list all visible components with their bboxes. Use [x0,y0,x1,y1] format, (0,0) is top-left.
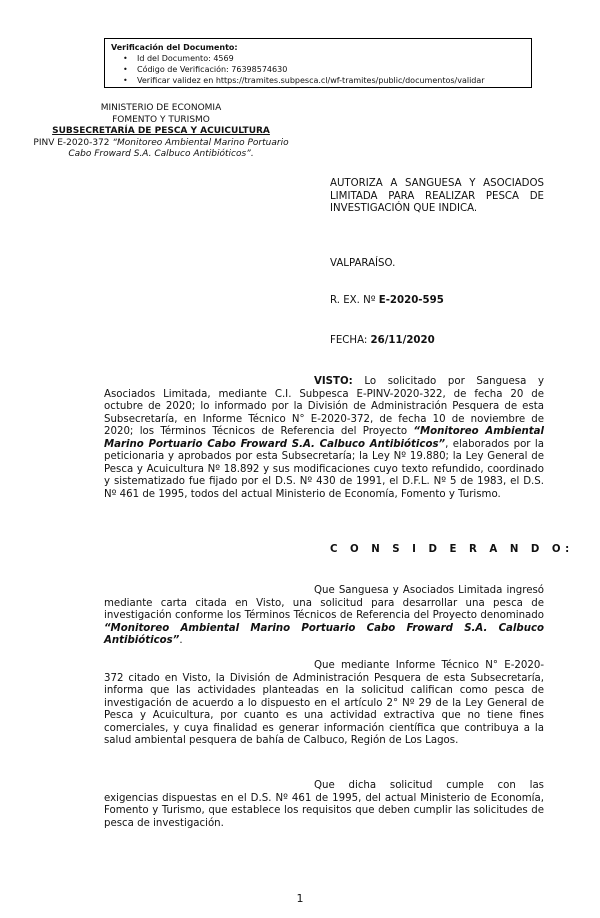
verification-box [104,38,532,88]
considerando-1-end: . [179,635,183,646]
ministry-line2: FOMENTO Y TURISMO [112,114,210,125]
considerando-3-text: Que dicha solicitud cumple con las exigencias dispuestas en el D.S. Nº 461 de 1995, del actual Ministerio de Economía, Fomento y Turismo, que establece los requisitos que deben cumplir las solicitudes de pesca de investigación. [104,780,544,829]
verification-url[interactable]: • Verificar validez en https://tramites.subpesca.cl/wf-tramites/public/documentos/validar [137,75,525,86]
rex-value: E-2020-595 [378,295,444,306]
considerando-paragraph-2 [104,660,544,748]
visto-project: “Monitoreo Ambiental Marino Portuario Cabo Froward S.A. Calbuco Antibióticos” [104,426,544,450]
date-label: FECHA: [330,335,371,346]
ministry-header [30,103,292,161]
considerando-heading: C O N S I D E R A N D O: [330,544,574,555]
visto-paragraph [104,376,544,501]
ministry-line1: MINISTERIO DE ECONOMIA [100,103,222,113]
rex-label: R. EX. Nº [330,295,379,306]
page-number: 1 [296,892,304,905]
verification-title: Verificación del Documento: [111,43,238,52]
considerando-paragraph-3 [104,780,544,830]
visto-text-2: , elaborados por la peticionaria y aprobados por esta Subsecretaría; la Ley Nº 19.880; la Ley General de Pesca y Acuicultura Nº 18.892 y sus modificaciones cuyo texto refundido, coordinado y sistematizado fue fijado por el D.S. Nº 430 de 1991, el D.F.L. Nº 5 de 1983, el D.S. Nº 461 de 1995, todos del actual Ministerio de Economía, Fomento y Turismo. [104,438,544,500]
sumilla: AUTORIZA A SANGUESA Y ASOCIADOS LIMITADA PARA REALIZAR PESCA DE INVESTIGACIÓN QUE INDICA. [330,178,544,214]
considerando-1-project: “Monitoreo Ambiental Marino Portuario Cabo Froward S.A. Calbuco Antibióticos” [104,622,544,646]
resolution-date [330,335,435,346]
considerando-2-text: Que mediante Informe Técnico N° E-2020-372 citado en Visto, la División de Administración Pesquera de esta Subsecretaría, informa que las actividades planteadas en la solicitud califican como pesca de investigación de acuerdo a lo dispuesto en el artículo 2° Nº 29 de la Ley General de Pesca y Acuicultura, por cuanto es una actividad extractiva que no tiene fines comerciales, y cuya finalidad es generar información científica que contribuya a la salud ambiental pesquera de bahía de Calbuco, Región de Los Lagos. [104,660,544,746]
considerando-1-text: Que Sanguesa y Asociados Limitada ingresó mediante carta citada en Visto, una solicitud para desarrollar una pesca de investigación conforme los Términos Técnicos de Referencia del Proyecto denominado [104,585,544,621]
considerando-paragraph-1 [104,585,544,648]
visto-label: VISTO: [314,376,353,387]
resolution-number [330,295,444,306]
ministry-ref-project: “Monitoreo Ambiental Marino Portuario Cabo Froward S.A. Calbuco Antibióticos”. [68,137,289,159]
verification-id: • Id del Documento: 4569 [137,53,525,64]
verification-code: • Código de Verificación: 76398574630 [137,64,525,75]
subsecretaria-title: SUBSECRETARÍA DE PESCA Y ACUICULTURA [52,126,270,136]
place: VALPARAÍSO. [330,258,396,269]
visto-text-1: Lo solicitado por Sanguesa y Asociados Limitada, mediante C.I. Subpesca E-PINV-2020-322, de fecha 20 de octubre de 2020; lo informado por la División de Administración Pesquera de esta Subsecretaría, en Informe Técnico N° E-2020-372, de fecha 10 de noviembre de 2020; los Términos Técnicos de Referencia del Proyecto [104,376,544,437]
verification-list [111,53,525,86]
date-value: 26/11/2020 [370,335,435,346]
ministry-ref-prefix: PINV E-2020-372 [33,137,113,148]
